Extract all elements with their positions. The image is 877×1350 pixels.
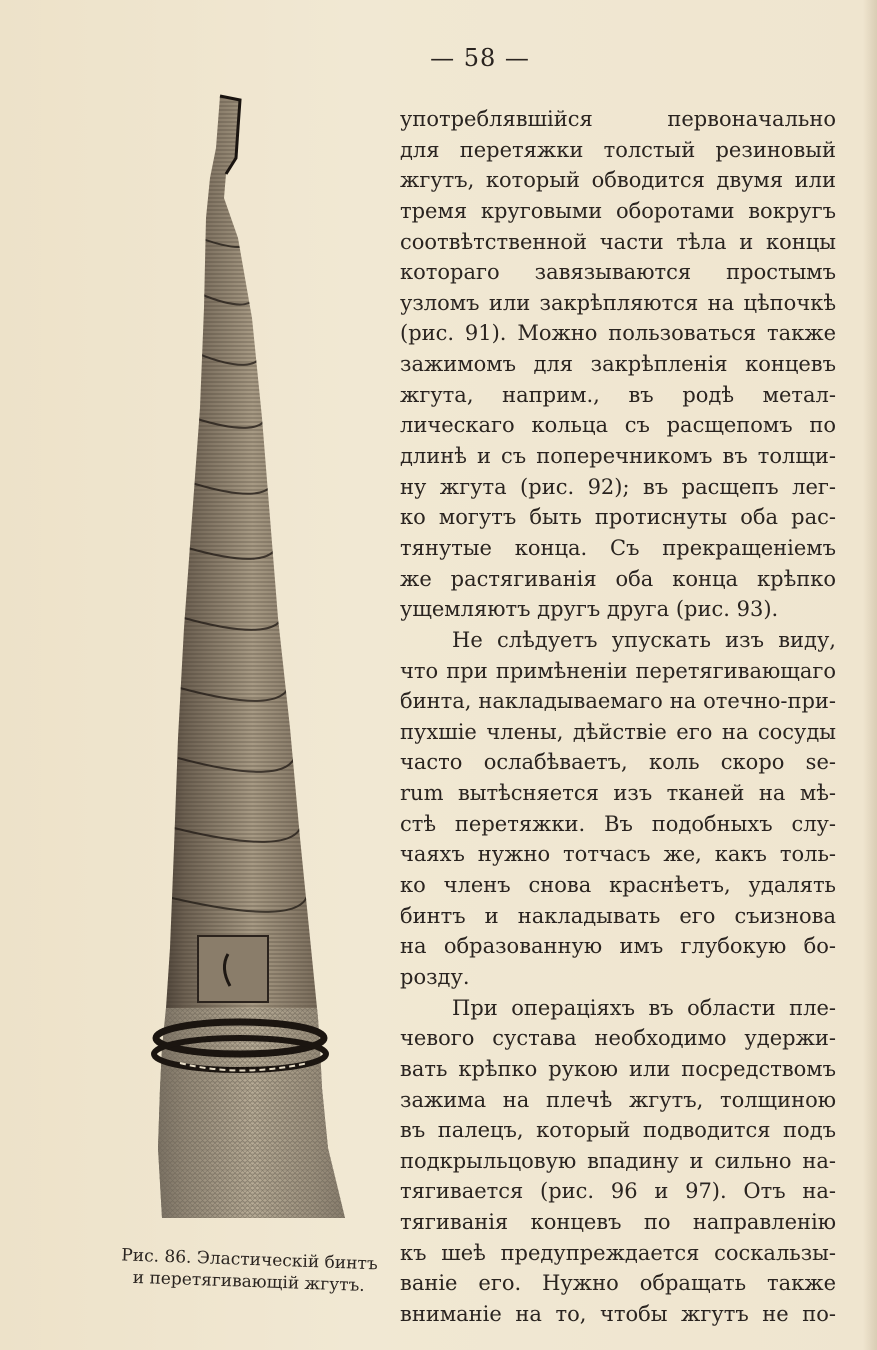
text-line: ко могутъ быть протиснуты оба рас- bbox=[400, 505, 836, 530]
text-line: тягиванія концевъ по направленію bbox=[400, 1210, 836, 1235]
text-line: вать крѣпко рукою или посредствомъ bbox=[400, 1056, 836, 1081]
caption-line: Рис. 86. Эластическій бинтъ bbox=[121, 1245, 379, 1275]
text-line: узломъ или закрѣпляются на цѣпочкѣ bbox=[400, 290, 836, 315]
page-number: — 58 — bbox=[430, 44, 530, 72]
figure-caption bbox=[108, 1244, 389, 1298]
text-line: лическаго кольца съ расщепомъ по bbox=[400, 413, 836, 438]
text-line: стѣ перетяжки. Въ подобныхъ слу- bbox=[400, 811, 836, 836]
text-line: часто ослабѣваетъ, коль скоро se- bbox=[400, 750, 836, 775]
text-line: тянутые конца. Съ прекращеніемъ bbox=[400, 535, 836, 560]
text-line: употреблявшійся первоначально bbox=[400, 107, 836, 131]
caption-line: и перетягивающій жгутъ. bbox=[132, 1267, 366, 1296]
text-line: чевого сустава необходимо удержи- bbox=[400, 1026, 836, 1051]
page-edge-shadow bbox=[863, 0, 877, 1350]
text-line: розду. bbox=[400, 964, 470, 989]
text-line: къ шеѣ предупреждается соскальзы- bbox=[400, 1240, 836, 1265]
text-line: въ палецъ, который подводится подъ bbox=[400, 1118, 836, 1143]
text-line: жгута, наприм., въ родѣ метал- bbox=[400, 382, 836, 407]
text-line: ваніе его. Нужно обращать также bbox=[400, 1271, 836, 1296]
text-line: При операціяхъ въ области пле- bbox=[452, 995, 836, 1020]
text-line: (рис. 91). Можно пользоваться также bbox=[400, 321, 836, 346]
text-line: тягивается (рис. 96 и 97). Отъ на- bbox=[400, 1179, 836, 1204]
text-line: тремя круговыми оборотами вокругъ bbox=[400, 198, 836, 223]
text-line: для перетяжки толстый резиновый bbox=[400, 137, 836, 162]
text-line: Не слѣдуетъ упускать изъ виду, bbox=[452, 627, 836, 652]
text-line: бинтъ и накладывать его съизнова bbox=[400, 903, 836, 928]
text-line: ущемляютъ другъ друга (рис. 93). bbox=[400, 597, 779, 622]
figure-86-illustration bbox=[140, 88, 390, 1228]
text-line: подкрыльцовую впадину и сильно на- bbox=[400, 1148, 836, 1173]
body-text-column bbox=[400, 104, 836, 1330]
text-line: котораго завязываются простымъ bbox=[400, 260, 836, 285]
text-line: вниманіе на то, чтобы жгутъ не по- bbox=[400, 1301, 836, 1326]
text-line: бинта, накладываемаго на отечно-при- bbox=[400, 689, 836, 714]
text-line: rum вытѣсняется изъ тканей на мѣ- bbox=[400, 781, 836, 806]
text-line: ко членъ снова краснѣетъ, удалять bbox=[400, 873, 836, 898]
text-line: ну жгута (рис. 92); въ расщепъ лег- bbox=[400, 474, 836, 499]
text-line: на образованную имъ глубокую бо- bbox=[400, 934, 836, 959]
text-line: зажима на плечѣ жгутъ, толщиною bbox=[400, 1087, 836, 1112]
text-line: же растягиванія оба конца крѣпко bbox=[400, 566, 836, 591]
bandaged-arm-engraving bbox=[140, 88, 390, 1228]
text-line: пухшіе члены, дѣйствіе его на сосуды bbox=[400, 719, 836, 744]
clamp-plate bbox=[198, 936, 268, 1002]
text-line: жгутъ, который обводится двумя или bbox=[400, 168, 836, 193]
text-line: зажимомъ для закрѣпленія концевъ bbox=[400, 352, 836, 377]
text-line: что при примѣненіи перетягивающаго bbox=[400, 658, 836, 683]
text-line: соотвѣтственной части тѣла и концы bbox=[400, 229, 836, 254]
text-line: длинѣ и съ поперечникомъ въ толщи- bbox=[400, 444, 836, 469]
text-line: чаяхъ нужно тотчасъ же, какъ толь- bbox=[400, 842, 836, 867]
